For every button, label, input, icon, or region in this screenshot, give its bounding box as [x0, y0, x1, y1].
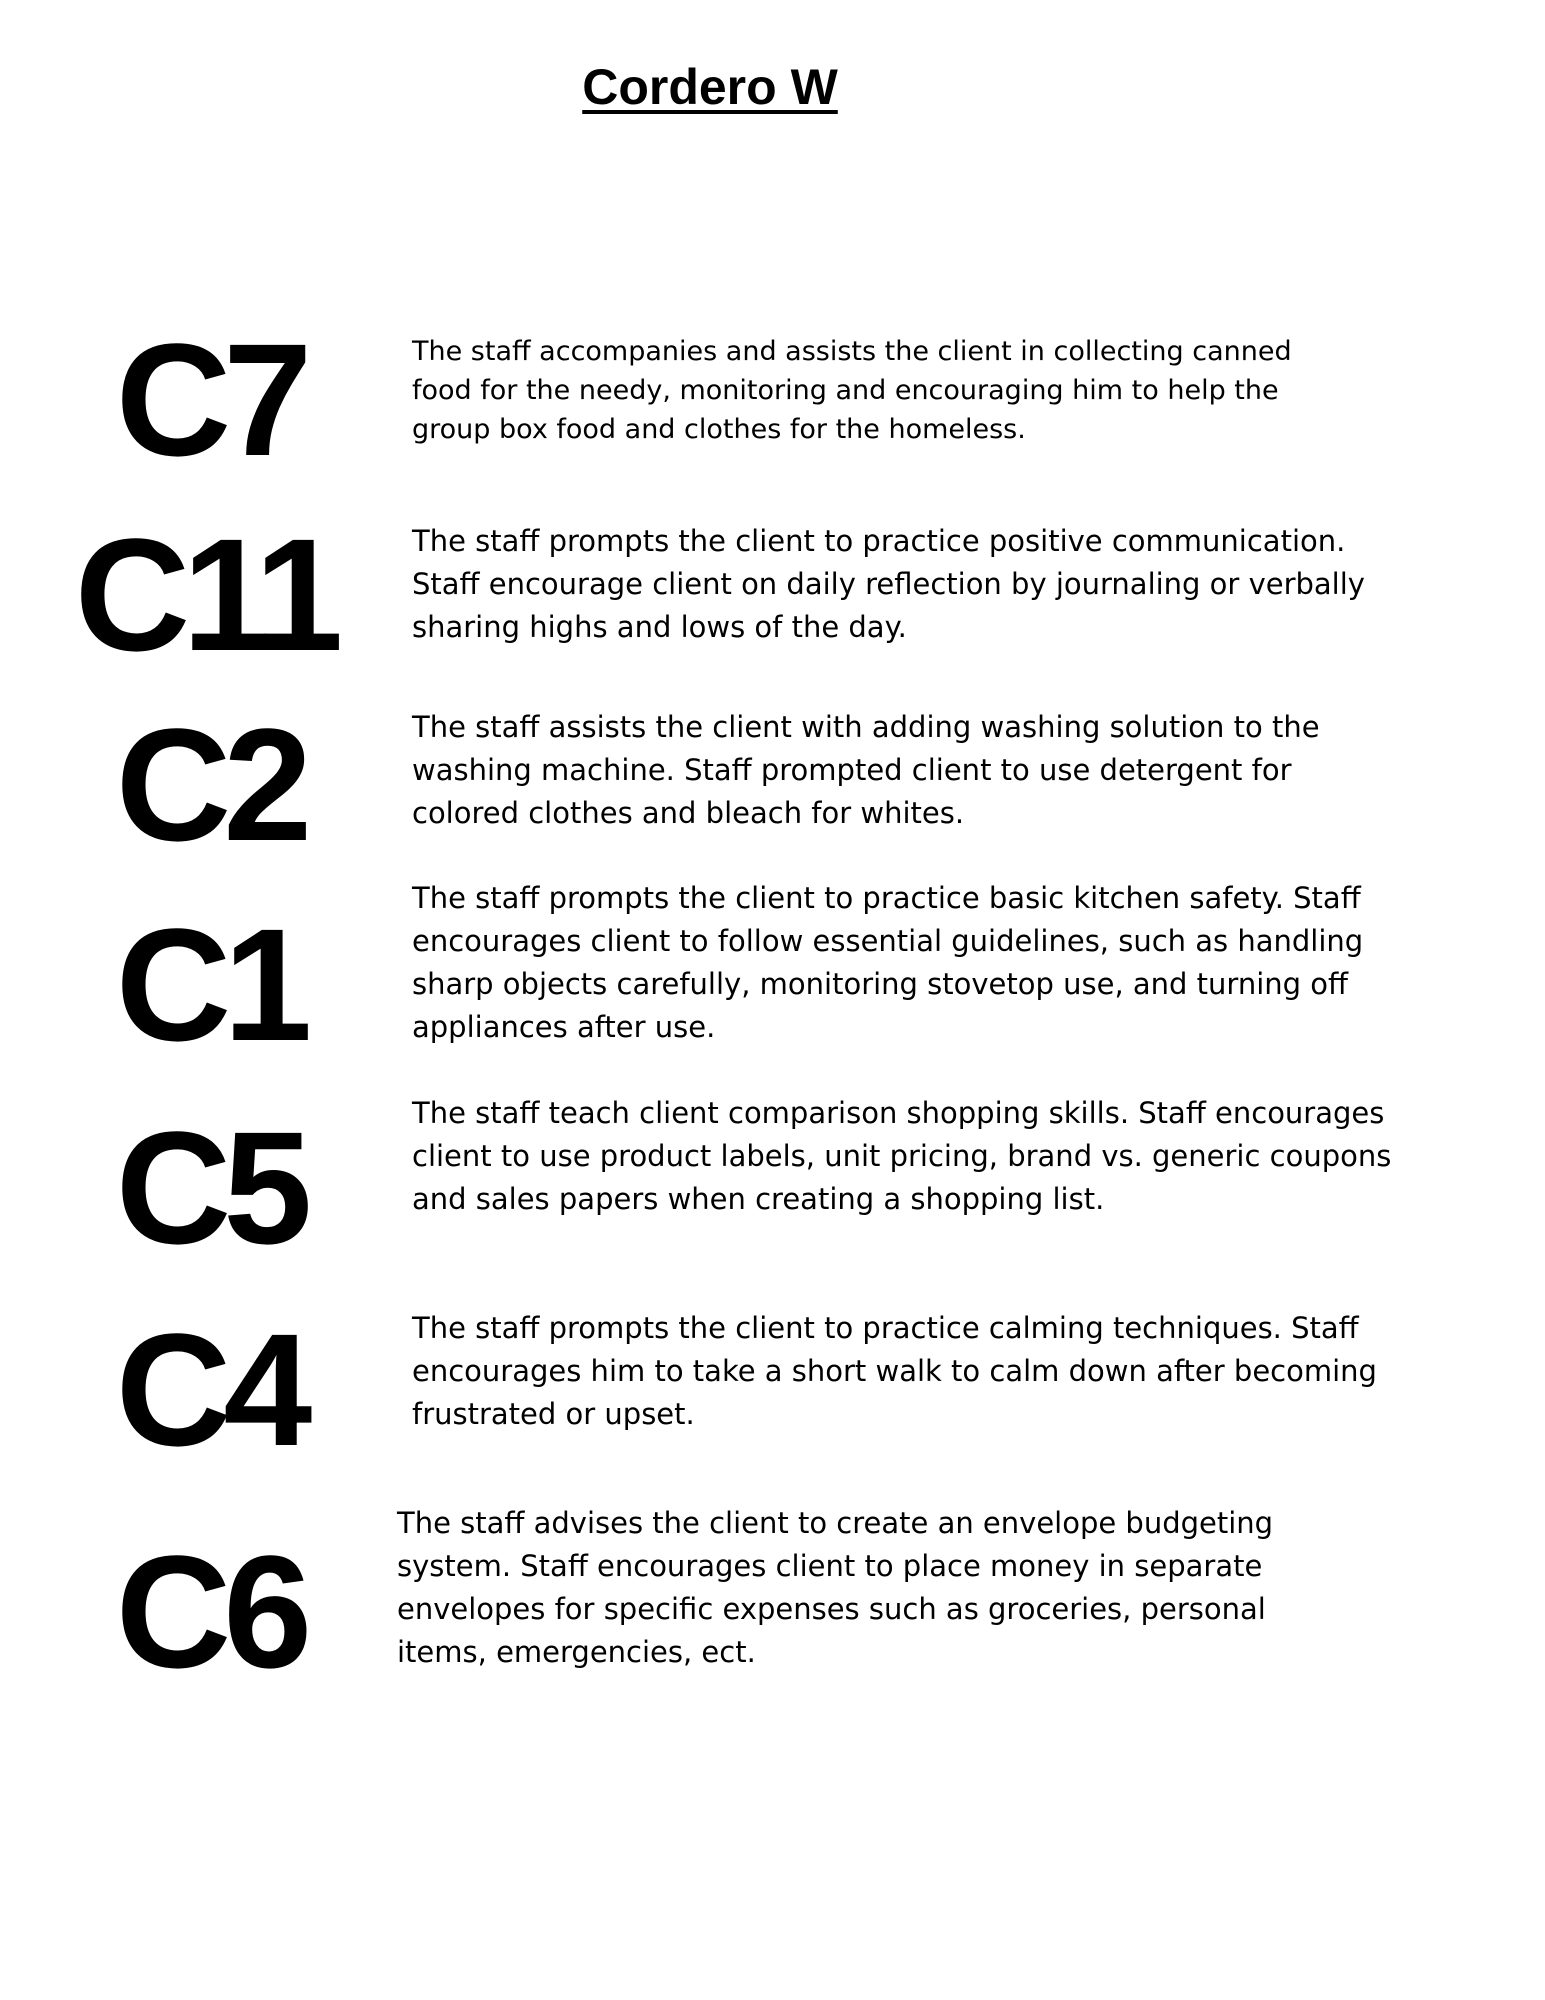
- entry-code: C6: [115, 1522, 305, 1701]
- entry-code: C4: [115, 1300, 305, 1479]
- entry-description: The staff accompanies and assists the client in collecting canned food for the needy, monitoring and encouraging him to help the group box food and clothes for the homeless.: [412, 336, 1292, 445]
- entry-description: The staff advises the client to create an envelope budgeting system. Staff encourages client to place money in separate envelopes for specific expenses such as groceries, personal items, emergencies, ect.: [397, 1506, 1274, 1669]
- entry-code: C2: [115, 695, 305, 874]
- entry-description: The staff prompts the client to practice calming techniques. Staff encourages him to take a short walk to calm down after becoming frustrated or upset.: [412, 1311, 1377, 1431]
- entry-code: C1: [115, 895, 305, 1074]
- entry-code: C5: [115, 1098, 305, 1277]
- entry-description: The staff assists the client with adding washing solution to the washing machine. Staff prompted client to use detergent for colored clothes and bleach for whites.: [412, 710, 1320, 830]
- entry-code: C11: [74, 505, 336, 684]
- entry-description: The staff prompts the client to practice basic kitchen safety. Staff encourages client to follow essential guidelines, such as handling sharp objects carefully, monitoring stovetop use, and turning off appliances after use.: [412, 881, 1364, 1044]
- entry-description: The staff teach client comparison shopping skills. Staff encourages client to use product labels, unit pricing, brand vs. generic coupons and sales papers when creating a shopping list.: [412, 1096, 1392, 1216]
- entry-code: C7: [115, 310, 305, 489]
- page-title: Cordero W: [582, 59, 838, 115]
- entry-description: The staff prompts the client to practice positive communication. Staff encourage client on daily reflection by journaling or verbally sharing highs and lows of the day.: [412, 524, 1365, 644]
